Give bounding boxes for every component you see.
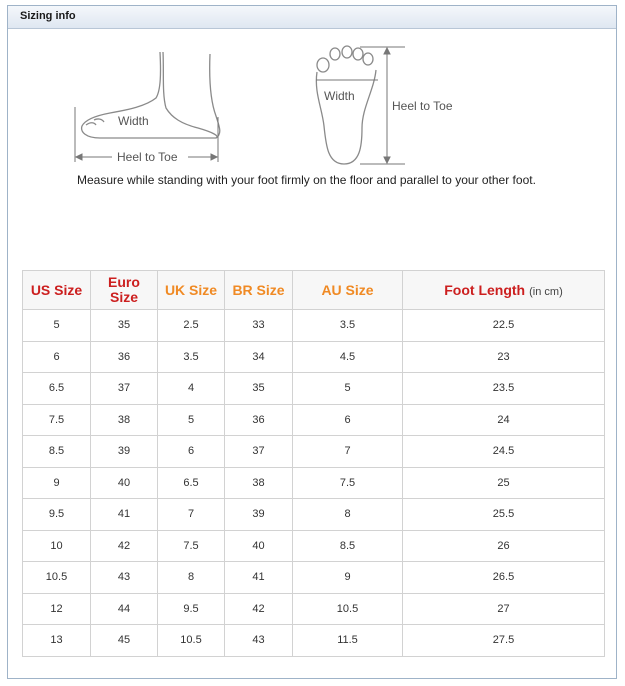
cell-br-size: 43 xyxy=(225,625,293,657)
cell-euro-size: 40 xyxy=(91,467,158,499)
cell-uk-size: 7 xyxy=(158,499,225,531)
header-foot-length xyxy=(403,271,605,310)
cell-br-size: 41 xyxy=(225,562,293,594)
cell-uk-size: 7.5 xyxy=(158,530,225,562)
header-foot-length-unit: (in cm) xyxy=(529,286,563,298)
cell-us-size: 9 xyxy=(23,467,91,499)
cell-uk-size: 2.5 xyxy=(158,310,225,342)
cell-us-size: 13 xyxy=(23,625,91,657)
cell-au-size: 9 xyxy=(293,562,403,594)
panel-title: Sizing info xyxy=(20,10,76,22)
cell-us-size: 12 xyxy=(23,593,91,625)
cell-euro-size: 39 xyxy=(91,436,158,468)
top-foot-illustration xyxy=(316,46,376,164)
table-row xyxy=(23,436,605,468)
cell-uk-size: 4 xyxy=(158,373,225,405)
cell-euro-size: 42 xyxy=(91,530,158,562)
cell-us-size: 10 xyxy=(23,530,91,562)
cell-au-size: 8 xyxy=(293,499,403,531)
cell-euro-size: 36 xyxy=(91,341,158,373)
cell-us-size: 10.5 xyxy=(23,562,91,594)
cell-euro-size: 44 xyxy=(91,593,158,625)
cell-br-size: 42 xyxy=(225,593,293,625)
cell-foot-length: 25.5 xyxy=(403,499,605,531)
cell-br-size: 38 xyxy=(225,467,293,499)
top-width-label: Width xyxy=(324,89,355,103)
size-chart-table xyxy=(22,270,605,657)
cell-euro-size: 35 xyxy=(91,310,158,342)
header-us-size: US Size xyxy=(23,271,91,310)
table-row xyxy=(23,530,605,562)
cell-foot-length: 25 xyxy=(403,467,605,499)
cell-br-size: 35 xyxy=(225,373,293,405)
cell-uk-size: 5 xyxy=(158,404,225,436)
header-euro-label xyxy=(108,275,140,305)
cell-uk-size: 8 xyxy=(158,562,225,594)
table-row xyxy=(23,562,605,594)
side-width-label: Width xyxy=(118,114,149,128)
cell-euro-size: 37 xyxy=(91,373,158,405)
cell-foot-length: 23.5 xyxy=(403,373,605,405)
header-foot-length-label: Foot Length xyxy=(444,282,526,298)
cell-euro-size: 38 xyxy=(91,404,158,436)
cell-us-size: 7.5 xyxy=(23,404,91,436)
cell-euro-size: 41 xyxy=(91,499,158,531)
table-row xyxy=(23,467,605,499)
table-row xyxy=(23,341,605,373)
top-heel-to-toe-label: Heel to Toe xyxy=(392,99,453,113)
cell-us-size: 5 xyxy=(23,310,91,342)
cell-au-size: 5 xyxy=(293,373,403,405)
header-uk-size: UK Size xyxy=(158,271,225,310)
table-header-row xyxy=(23,271,605,310)
cell-us-size: 9.5 xyxy=(23,499,91,531)
cell-au-size: 8.5 xyxy=(293,530,403,562)
panel-header xyxy=(8,6,616,29)
cell-uk-size: 9.5 xyxy=(158,593,225,625)
header-euro-size xyxy=(91,271,158,310)
table-row xyxy=(23,593,605,625)
cell-euro-size: 45 xyxy=(91,625,158,657)
cell-us-size: 6.5 xyxy=(23,373,91,405)
cell-uk-size: 3.5 xyxy=(158,341,225,373)
cell-br-size: 40 xyxy=(225,530,293,562)
cell-au-size: 10.5 xyxy=(293,593,403,625)
table-row xyxy=(23,499,605,531)
cell-us-size: 8.5 xyxy=(23,436,91,468)
cell-br-size: 39 xyxy=(225,499,293,531)
measurement-instruction: Measure while standing with your foot firmly on the floor and parallel to your other foot. xyxy=(77,173,536,187)
header-euro-line2: Size xyxy=(109,289,138,305)
cell-au-size: 11.5 xyxy=(293,625,403,657)
table-row xyxy=(23,404,605,436)
cell-au-size: 6 xyxy=(293,404,403,436)
table-row xyxy=(23,373,605,405)
cell-au-size: 7.5 xyxy=(293,467,403,499)
header-au-size: AU Size xyxy=(293,271,403,310)
cell-euro-size: 43 xyxy=(91,562,158,594)
cell-br-size: 34 xyxy=(225,341,293,373)
cell-foot-length: 22.5 xyxy=(403,310,605,342)
side-foot-illustration xyxy=(82,52,220,138)
cell-br-size: 36 xyxy=(225,404,293,436)
cell-au-size: 3.5 xyxy=(293,310,403,342)
cell-foot-length: 26.5 xyxy=(403,562,605,594)
side-heel-to-toe-label: Heel to Toe xyxy=(117,150,178,164)
table-row xyxy=(23,310,605,342)
header-euro-line1: Euro xyxy=(108,274,140,290)
cell-us-size: 6 xyxy=(23,341,91,373)
cell-au-size: 7 xyxy=(293,436,403,468)
cell-foot-length: 24 xyxy=(403,404,605,436)
cell-foot-length: 24.5 xyxy=(403,436,605,468)
cell-uk-size: 6.5 xyxy=(158,467,225,499)
cell-foot-length: 26 xyxy=(403,530,605,562)
table-row xyxy=(23,625,605,657)
cell-br-size: 37 xyxy=(225,436,293,468)
foot-measurement-diagram xyxy=(60,42,453,172)
cell-uk-size: 6 xyxy=(158,436,225,468)
cell-au-size: 4.5 xyxy=(293,341,403,373)
cell-br-size: 33 xyxy=(225,310,293,342)
cell-uk-size: 10.5 xyxy=(158,625,225,657)
cell-foot-length: 23 xyxy=(403,341,605,373)
cell-foot-length: 27.5 xyxy=(403,625,605,657)
header-br-size: BR Size xyxy=(225,271,293,310)
cell-foot-length: 27 xyxy=(403,593,605,625)
